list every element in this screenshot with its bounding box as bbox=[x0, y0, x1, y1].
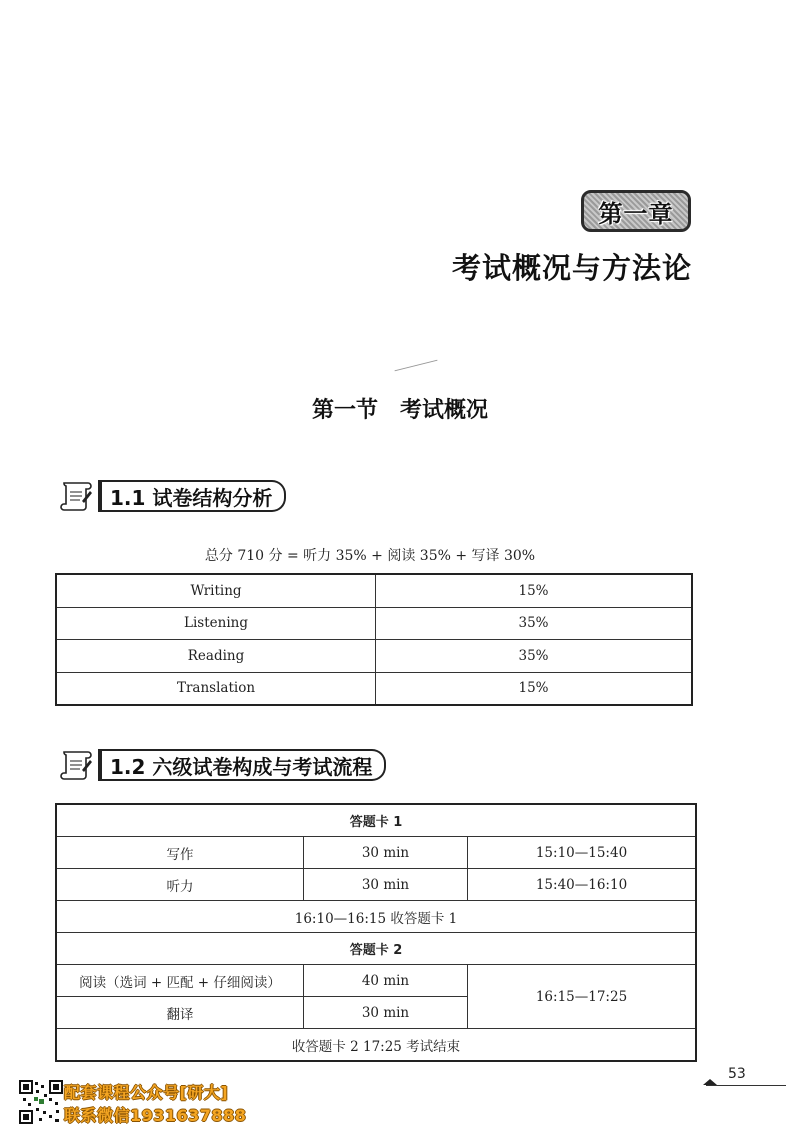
subsection-heading-label: 1.1 试卷结构分析 bbox=[98, 480, 286, 512]
qr-code bbox=[19, 1080, 63, 1124]
table-row bbox=[56, 804, 696, 837]
table-row bbox=[56, 640, 692, 673]
decorative-line bbox=[395, 360, 438, 372]
table-cell: 30 min bbox=[304, 869, 468, 901]
answer-sheet-2-header: 答题卡 2 bbox=[56, 933, 696, 965]
subsection-heading-label: 1.2 六级试卷构成与考试流程 bbox=[98, 749, 386, 781]
table-cell: 写作 bbox=[56, 837, 304, 869]
promo-line-1: 配套课程公众号[研大] bbox=[64, 1083, 229, 1102]
table-row bbox=[56, 933, 696, 965]
subsection-heading-1-2 bbox=[58, 748, 386, 782]
chapter-badge-label: 第一章 bbox=[598, 199, 674, 228]
table-row bbox=[56, 901, 696, 933]
table-cell: 30 min bbox=[304, 997, 468, 1029]
chapter-title: 考试概况与方法论 bbox=[451, 251, 692, 285]
table-row bbox=[56, 672, 692, 705]
score-caption: 总分 710 分 = 听力 35% + 阅读 35% + 写译 30% bbox=[204, 548, 536, 564]
table-row bbox=[56, 1029, 696, 1062]
table-cell: 16:10—16:15 收答题卡 1 bbox=[56, 901, 696, 933]
table-cell: 15% bbox=[376, 574, 693, 607]
table-cell: Listening bbox=[56, 607, 376, 640]
table-cell: 听力 bbox=[56, 869, 304, 901]
promo-line-2: 联系微信1931637888 bbox=[64, 1106, 247, 1125]
subsection-heading-1-1 bbox=[58, 479, 286, 513]
answer-sheet-1-header: 答题卡 1 bbox=[56, 804, 696, 837]
section-title: 第一节 考试概况 bbox=[311, 398, 488, 423]
table-cell: 30 min bbox=[304, 837, 468, 869]
table-cell: 15:10—15:40 bbox=[468, 837, 697, 869]
exam-flow-table bbox=[55, 803, 697, 1062]
page-footer-rule bbox=[706, 1085, 786, 1086]
table-cell: 收答题卡 2 17:25 考试结束 bbox=[56, 1029, 696, 1062]
table-cell: 15% bbox=[376, 672, 693, 705]
table-cell: 35% bbox=[376, 607, 693, 640]
chapter-badge bbox=[581, 190, 691, 232]
table-cell: Reading bbox=[56, 640, 376, 673]
table-row bbox=[56, 837, 696, 869]
table-row bbox=[56, 574, 692, 607]
table-cell: 35% bbox=[376, 640, 693, 673]
table-row bbox=[56, 965, 696, 997]
table-cell: Writing bbox=[56, 574, 376, 607]
page-number: 53 bbox=[728, 1066, 746, 1082]
table-cell: 40 min bbox=[304, 965, 468, 997]
scroll-icon bbox=[58, 479, 96, 513]
scroll-icon bbox=[58, 748, 96, 782]
table-cell: 15:40—16:10 bbox=[468, 869, 697, 901]
table-row bbox=[56, 869, 696, 901]
table-cell: 16:15—17:25 bbox=[468, 965, 697, 1029]
table-cell: Translation bbox=[56, 672, 376, 705]
table-cell: 翻译 bbox=[56, 997, 304, 1029]
table-cell: 阅读（选词 + 匹配 + 仔细阅读） bbox=[56, 965, 304, 997]
table-row bbox=[56, 607, 692, 640]
score-weight-table bbox=[55, 573, 693, 706]
